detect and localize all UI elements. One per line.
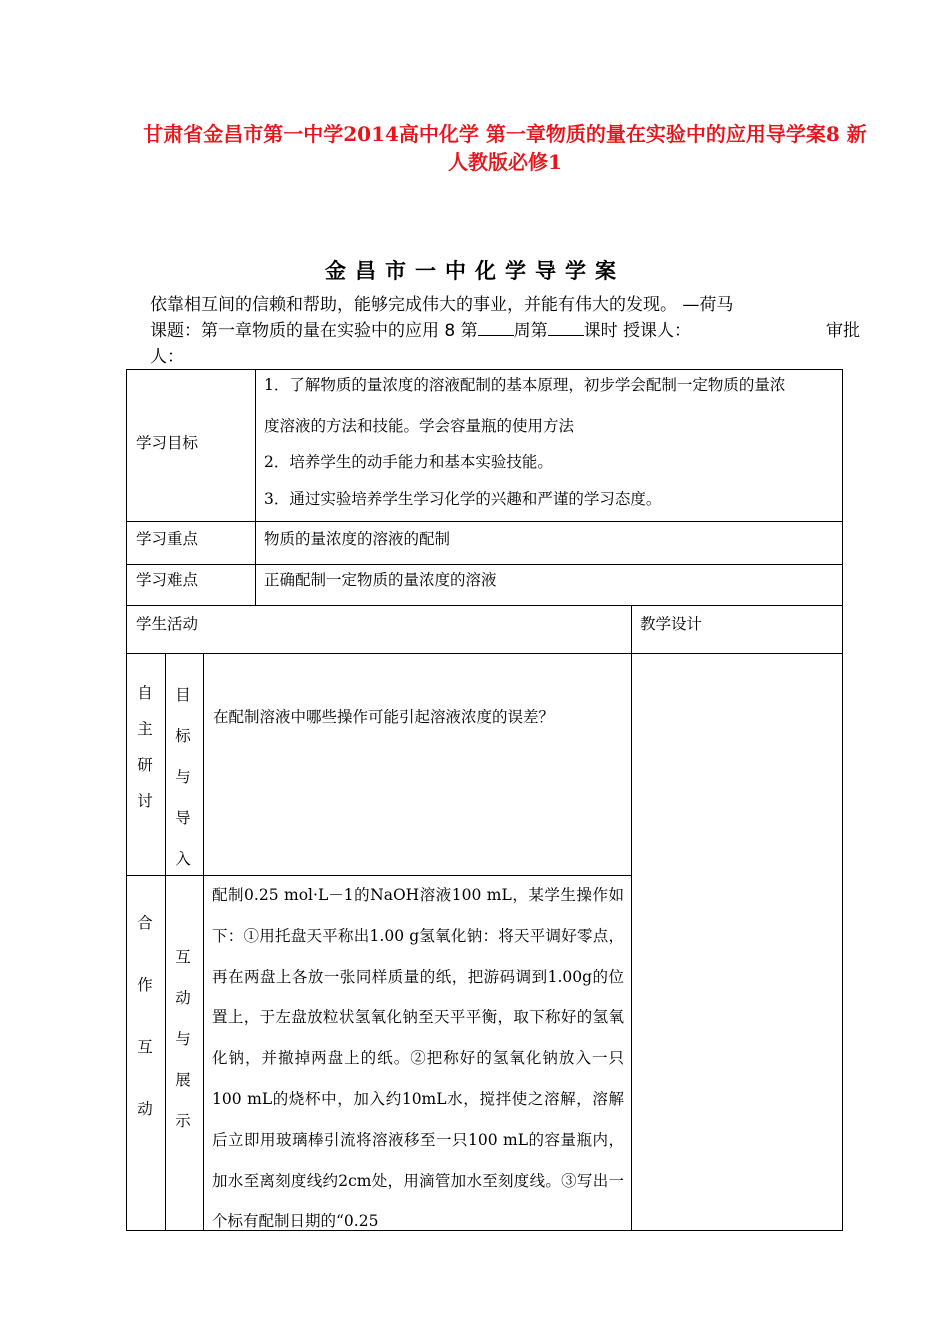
- cooperation-label: 合 作 互 动: [137, 914, 153, 1118]
- motto-quote: 依靠相互间的信赖和帮助，能够完成伟大的事业，并能有伟大的发现。 —荷马: [150, 295, 734, 315]
- lesson-approver-label: 审批: [826, 321, 860, 341]
- lesson-info-line: [150, 318, 860, 344]
- student-activity-header: 学生活动: [136, 615, 199, 633]
- school-heading: 金昌市一中化学导学案: [325, 259, 625, 283]
- difficulty-value: 正确配制一定物质的量浓度的溶液: [264, 571, 497, 589]
- difficulty-label: 学习难点: [136, 571, 199, 589]
- goal-item: 度溶液的方法和技能。学会容量瓶的使用方法: [264, 417, 575, 435]
- lesson-plan-table: [126, 369, 843, 1231]
- interaction-label: 互 动 与 展 示: [175, 948, 191, 1130]
- goal-item: 3．通过实验培养学生学习化学的兴趣和严谨的学习态度。: [264, 490, 662, 508]
- week-blank: [478, 319, 514, 336]
- goal-item: 1．了解物质的量浓度的溶液配制的基本原理，初步学会配制一定物质的量浓: [264, 376, 786, 394]
- goal-item: 2．培养学生的动手能力和基本实验技能。: [264, 453, 553, 471]
- lesson-period-label: 课时 授课人：: [583, 321, 692, 341]
- period-blank: [548, 319, 584, 336]
- experiment-cell: [204, 875, 631, 1230]
- key-point-value: 物质的量浓度的溶液的配制: [264, 530, 451, 548]
- experiment-text: 配制0.25 mol·L－1的NaOH溶液100 mL，某学生操作如下：①用托盘天平称出1.00 g氢氧化钠：将天平调好零点，再在两盘上各放一张同样质量的纸，把游码调到1.00g的位置上，于左盘放粒状氢氧化钠至天平平衡，取下称好的氢氧化钠，并撤掉两盘上的纸。②把称好的氢氧化钠放入一只100 mL的烧杯中，加入约10mL水，搅拌使之溶解，溶解后立即用玻璃棒引流将溶液移至一只100 mL的容量瓶内，加水至离刻度线约2cm处，用滴管加水至刻度线。③写出一个标有配制日期的“0.25: [212, 886, 624, 1230]
- goals-label: 学习目标: [136, 434, 199, 452]
- lesson-topic: 课题：第一章物质的量在实验中的应用 8 第: [150, 321, 478, 341]
- document-title: 甘肃省金昌市第一中学2014高中化学 第一章物质的量在实验中的应用导学案8 新人教版必修1: [143, 122, 867, 174]
- lesson-week-label: 周第: [513, 321, 548, 341]
- intro-question: 在配制溶液中哪些操作可能引起溶液浓度的误差？: [213, 708, 555, 726]
- self-study-label: 自 主 研 讨: [137, 684, 153, 810]
- lesson-info-tail: 人：: [150, 347, 184, 367]
- goals-cell: [256, 369, 842, 521]
- goal-intro-label: 目 标 与 导 入: [175, 686, 191, 868]
- key-point-label: 学习重点: [136, 530, 199, 548]
- teaching-design-header: 教学设计: [640, 615, 703, 633]
